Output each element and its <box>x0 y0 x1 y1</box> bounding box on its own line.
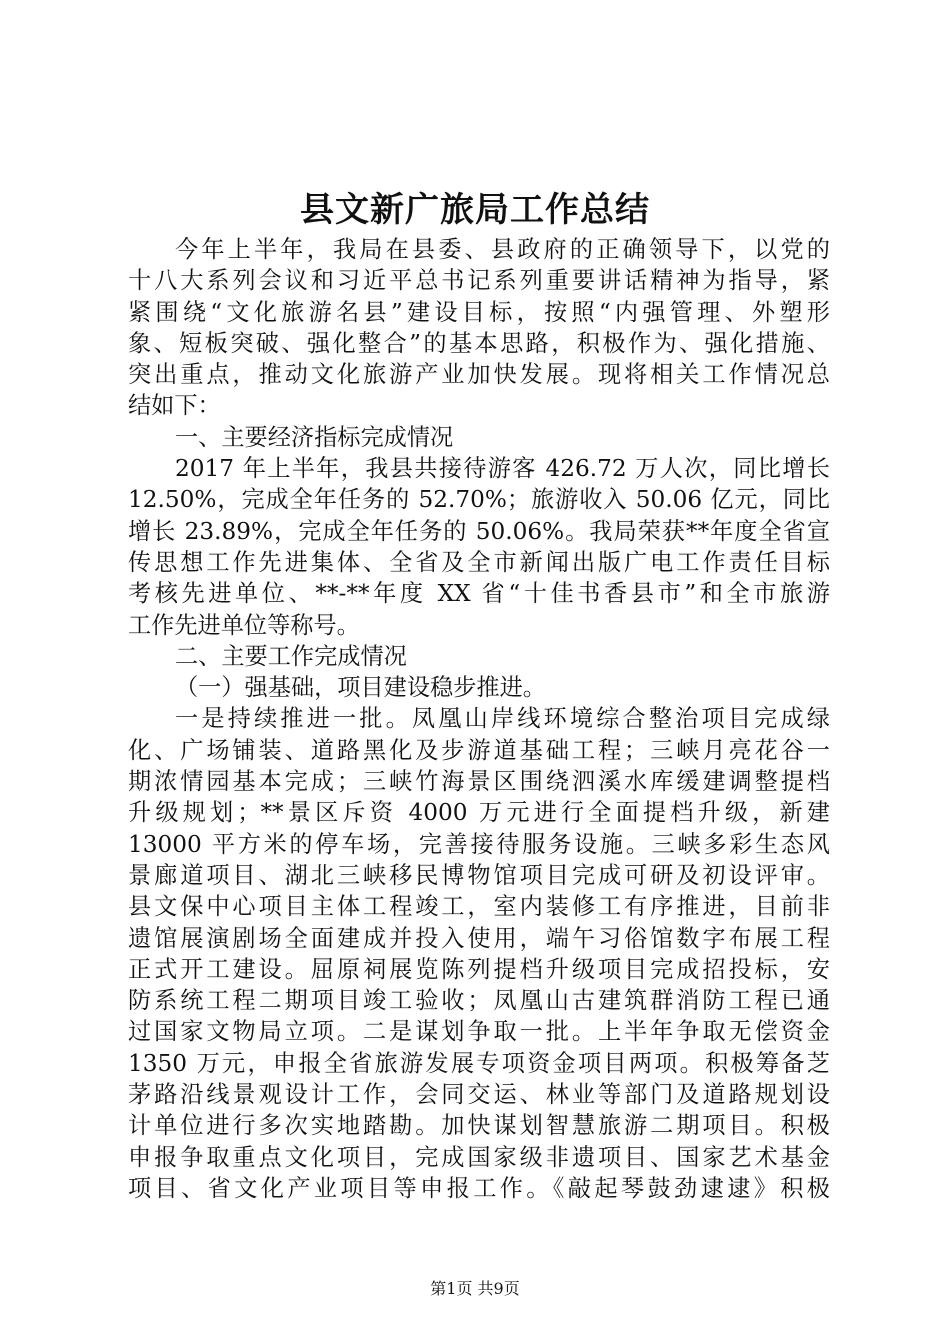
paragraph-line: 升级规划；**景区斥资 4000 万元进行全面提档升级，新建 <box>128 799 830 827</box>
paragraph-line: 茅路沿线景观设计工作，会同交运、林业等部门及道路规划设 <box>128 1081 830 1109</box>
paragraph-line: 传思想工作先进集体、全省及全市新闻出版广电工作责任目标 <box>128 548 830 576</box>
paragraph-line: 13000 平方米的停车场，完善接待服务设施。三峡多彩生态风 <box>128 830 830 858</box>
section-heading: 一、主要经济指标完成情况 <box>175 423 454 451</box>
subsection-heading: （一）强基础，项目建设稳步推进。 <box>175 674 546 702</box>
paragraph-line: 1350 万元，申报全省旅游发展专项资金项目两项。积极筹备芝 <box>128 1049 830 1077</box>
paragraph-line: 结如下： <box>128 392 221 420</box>
paragraph-line: 过国家文物局立项。二是谋划争取一批。上半年争取无偿资金 <box>128 1018 830 1046</box>
document-title: 县文新广旅局工作总结 <box>300 190 650 230</box>
paragraph-line: 象、短板突破、强化整合”的基本思路，积极作为、强化措施、 <box>128 329 830 357</box>
section-heading: 二、主要工作完成情况 <box>175 642 407 670</box>
paragraph-line: 防系统工程二期项目竣工验收；凤凰山古建筑群消防工程已通 <box>128 987 830 1015</box>
paragraph-line: 县文保中心项目主体工程竣工，室内装修工有序推进，目前非 <box>128 893 830 921</box>
paragraph-line: 正式开工建设。屈原祠展览陈列提档升级项目完成招投标，安 <box>128 955 830 983</box>
paragraph-line: 突出重点，推动文化旅游产业加快发展。现将相关工作情况总 <box>128 361 830 389</box>
paragraph-line: 计单位进行多次实地踏勘。加快谋划智慧旅游二期项目。积极 <box>128 1112 830 1140</box>
paragraph-line: 增长 23.89%，完成全年任务的 50.06%。我局荣获**年度全省宣 <box>128 517 830 545</box>
paragraph-line: 申报争取重点文化项目，完成国家级非遗项目、国家艺术基金 <box>128 1143 830 1171</box>
paragraph-line: 十八大系列会议和习近平总书记系列重要讲话精神为指导，紧 <box>128 267 830 295</box>
paragraph-line: 项目、省文化产业项目等申报工作。《敲起琴鼓劲逮逮》积极 <box>128 1174 830 1202</box>
paragraph-line: 今年上半年，我局在县委、县政府的正确领导下，以党的 <box>175 236 830 263</box>
paragraph-line: 12.50%，完成全年任务的 52.70%；旅游收入 50.06 亿元，同比 <box>128 486 830 514</box>
paragraph-line: 期浓情园基本完成；三峡竹海景区围绕泗溪水库缓建调整提档 <box>128 768 830 796</box>
paragraph-line: 考核先进单位、**-**年度 XX 省“十佳书香县市”和全市旅游 <box>128 580 830 608</box>
paragraph-line: 工作先进单位等称号。 <box>128 611 360 639</box>
paragraph-line: 紧围绕“文化旅游名县”建设目标，按照“内强管理、外塑形 <box>128 298 830 326</box>
paragraph-line: 化、广场铺装、道路黑化及步游道基础工程；三峡月亮花谷一 <box>128 736 830 764</box>
paragraph-line: 2017 年上半年，我县共接待游客 426.72 万人次，同比增长 <box>175 455 830 483</box>
paragraph-line: 遗馆展演剧场全面建成并投入使用，端午习俗馆数字布展工程 <box>128 924 830 952</box>
paragraph-line: 一是持续推进一批。凤凰山岸线环境综合整治项目完成绿 <box>175 705 830 733</box>
document-body <box>128 234 830 1204</box>
paragraph-line: 景廊道项目、湖北三峡移民博物馆项目完成可研及初设评审。 <box>128 861 830 889</box>
page-number-footer: 第1页 共9页 <box>430 1279 520 1298</box>
